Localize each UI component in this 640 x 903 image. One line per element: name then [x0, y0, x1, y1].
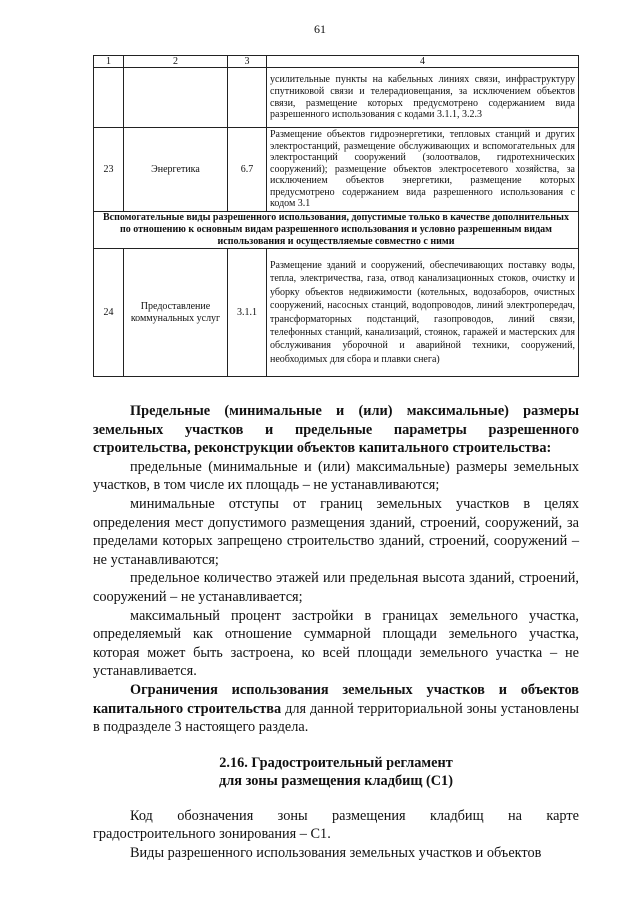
row-number: 24	[94, 249, 124, 377]
table-section-row	[94, 212, 579, 249]
row-code: 3.1.1	[228, 249, 267, 377]
paragraph: максимальный процент застройки в границах земельного участка, определяемый как отношение суммарной площади земельного участка, которая может быть застроена, ко всей площади земельного участка – не устанавливается.	[93, 607, 579, 680]
limits-heading: Предельные (минимальные и (или) максимальные) размеры земельных участков и предельные параметры разрешенного строительства, реконструкции объектов капитального строительства:	[93, 403, 579, 457]
section-heading-line: 2.16. Градостроительный регламент	[219, 754, 453, 771]
table-row	[94, 128, 579, 212]
permitted-use-table	[93, 55, 579, 377]
row-number: 23	[94, 128, 124, 212]
paragraph: Код обозначения зоны размещения кладбищ на карте градостроительного зонирования – С1.	[93, 807, 579, 843]
paragraph: минимальные отступы от границ земельных участков в целях определения мест допустимого размещения зданий, строений, сооружений, за пределами которых запрещено строительство зданий, строений, сооружений – не устанавливаются;	[93, 495, 579, 568]
row-name: Предоставление коммунальных услуг	[124, 249, 228, 377]
page-number: 61	[314, 22, 326, 36]
row-description: Размещение зданий и сооружений, обеспечивающих поставку воды, тепла, электричества, газа, отвод канализационных стоков, очистку и уборку объектов недвижимости (котельных, водозаборов, очистных сооружений, насосных станций, водопроводов, линий электропередач, трансформаторных подстанций, газопроводов, линий связи, телефонных станций, канализаций, стоянок, гаражей и мастерских для обслуживания уборочной и аварийной техники, сооружений, необходимых для сбора и плавки снега)	[267, 249, 579, 377]
section-heading-line: для зоны размещения кладбищ (С1)	[219, 773, 453, 790]
column-header: 3	[228, 56, 267, 68]
restrictions-rest: для данной территориальной зоны установлены в подразделе 3 настоящего раздела.	[93, 700, 579, 736]
paragraph: предельное количество этажей или предельная высота зданий, строений, сооружений – не устанавливается;	[93, 570, 579, 605]
paragraph: предельные (минимальные и (или) максимальные) размеры земельных участков, в том числе их площадь – не устанавливаются;	[93, 458, 579, 494]
table-row	[94, 68, 579, 128]
body-text	[93, 402, 579, 863]
column-header: 4	[267, 56, 579, 68]
row-description: усилительные пункты на кабельных линиях связи, инфраструктуру спутниковой связи и телерадиовещания, за исключением объектов связи, размещение которых предусмотрено содержанием вида разрешенного использования с кодами 3.1.1, 3.2.3	[267, 68, 579, 128]
row-name: Энергетика	[124, 128, 228, 212]
paragraph: Виды разрешенного использования земельных участков и объектов	[130, 845, 542, 862]
restrictions-bold: Ограничения использования земельных участков и объектов капитального строительства	[93, 681, 579, 717]
section-heading	[93, 754, 579, 791]
column-header: 2	[124, 56, 228, 68]
table-header-row	[94, 56, 579, 68]
row-code: 6.7	[228, 128, 267, 212]
column-header: 1	[94, 56, 124, 68]
table-row	[94, 249, 579, 377]
section-row-text: Вспомогательные виды разрешенного использования, допустимые только в качестве дополнительных по отношению к основным видам разрешенного использования и условно разрешенным видам использования и осуществляемые совместно с ними	[94, 212, 579, 249]
restrictions-paragraph	[93, 681, 579, 737]
row-description: Размещение объектов гидроэнергетики, тепловых станций и других электростанций, размещение обслуживающих и вспомогательных для электростанций сооружений (золоотвалов, гидротехнических сооружений); размещение объектов электросетевого хозяйства, за исключением объектов энергетики, размещение которых предусмотрено содержанием вида разрешенного использования с кодом 3.1	[267, 128, 579, 212]
